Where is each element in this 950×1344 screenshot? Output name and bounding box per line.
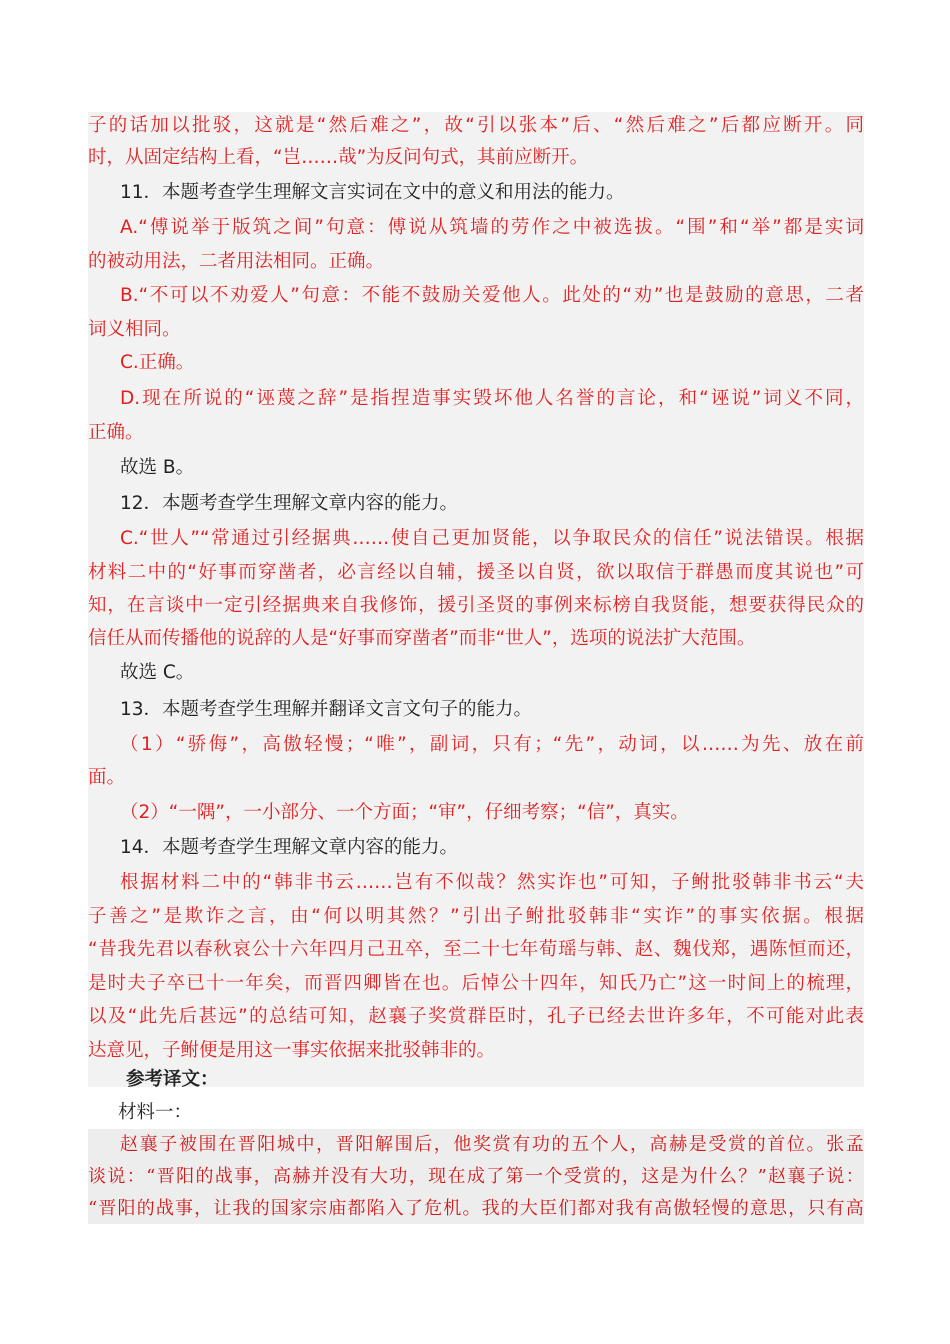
- option-a-line: 的被动用法，二者用法相同。正确。: [88, 251, 385, 272]
- question-13-answer-line: （2）“一隅”，一小部分、一个方面；“审”，仔细考察；“信”，真实。: [120, 802, 689, 823]
- question-14-analysis-line: 是时夫子卒已十一年矣，而晋四卿皆在也。后悼公十四年，知氏乃亡”这一时间上的梳理，: [88, 973, 864, 994]
- question-14-analysis-line: 子善之”是欺诈之言，由“何以明其然？”引出子鲋批驳韩非“实诈”的事实依据。根据: [88, 906, 864, 927]
- option-d-line: 正确。: [88, 422, 144, 443]
- question-11-conclusion: 故选 B。: [120, 457, 195, 478]
- question-11-heading: 11．本题考查学生理解文言实词在文中的意义和用法的能力。: [120, 182, 625, 203]
- analysis-line: 时，从固定结构上看，“岂……哉”为反问句式，其前应断开。: [88, 147, 589, 168]
- translation-line: 谈说：“晋阳的战事，高赫并没有大功，现在成了第一个受赏的，这是为什么？”赵襄子说：: [88, 1166, 864, 1187]
- question-12-analysis-line: 知，在言谈中一定引经据典来自我修饰，援引圣贤的事例来标榜自我贤能，想要获得民众的: [88, 595, 864, 616]
- question-14-heading: 14．本题考查学生理解文章内容的能力。: [120, 837, 459, 858]
- question-12-conclusion: 故选 C。: [120, 662, 195, 683]
- analysis-line: 子的话加以批驳，这就是“然后难之”，故“引以张本”后、“然后难之”后都应断开。同: [88, 115, 864, 136]
- question-14-analysis-line: “昔我先君以春秋哀公十六年四月己丑卒，至二十七年荀瑶与韩、赵、魏伐郑，遇陈恒而还，: [88, 939, 864, 960]
- question-12-analysis-line: C.“世人”“常通过引经据典……使自己更加贤能，以争取民众的信任”说法错误。根据: [120, 528, 864, 549]
- question-13-answer-line: （1）“骄侮”，高傲轻慢；“唯”，副词，只有；“先”，动词，以……为先、放在前: [120, 734, 864, 755]
- option-b-line: B.“不可以不劝爱人”句意：不能不鼓励关爱他人。此处的“劝”也是鼓励的意思，二者: [120, 285, 864, 306]
- option-c-line: C.正确。: [120, 352, 195, 373]
- question-12-heading: 12．本题考查学生理解文章内容的能力。: [120, 493, 459, 514]
- question-14-analysis-line: 根据材料二中的“韩非书云……岂有不似哉？然实诈也”可知，子鲋批驳韩非书云“夫: [120, 872, 864, 893]
- translation-line: 赵襄子被围在晋阳城中，晋阳解围后，他奖赏有功的五个人，高赫是受赏的首位。张孟: [120, 1134, 864, 1155]
- translation-line: “晋阳的战事，让我的国家宗庙都陷入了危机。我的大臣们都对我有高傲轻慢的意思，只有高: [88, 1198, 864, 1219]
- question-13-heading: 13．本题考查学生理解并翻译文言文句子的能力。: [120, 699, 533, 720]
- option-a-line: A.“傅说举于版筑之间”句意：傅说从筑墙的劳作之中被选拔。“围”和“举”都是实词: [120, 217, 864, 238]
- material-1-label: 材料一：: [118, 1102, 193, 1123]
- option-d-line: D.现在所说的“诬蔑之辞”是指捏造事实毁坏他人名誉的言论，和“诬说”词义不同，: [120, 388, 864, 409]
- question-14-analysis-line: 达意见，子鲋便是用这一事实依据来批驳韩非的。: [88, 1040, 496, 1061]
- translation-heading: 参考译文：: [126, 1069, 219, 1090]
- question-14-analysis-line: 以及“此先后甚远”的总结可知，赵襄子奖赏群臣时，孔子已经去世许多年，不可能对此表: [88, 1006, 864, 1027]
- question-13-answer-line: 面。: [88, 767, 126, 788]
- question-12-analysis-line: 信任从而传播他的说辞的人是“好事而穿凿者”而非“世人”，选项的说法扩大范围。: [88, 628, 756, 649]
- question-12-analysis-line: 材料二中的“好事而穿凿者，必言经以自辅，援圣以自贤，欲以取信于群愚而度其说也”可: [88, 562, 864, 583]
- option-b-line: 词义相同。: [88, 319, 181, 340]
